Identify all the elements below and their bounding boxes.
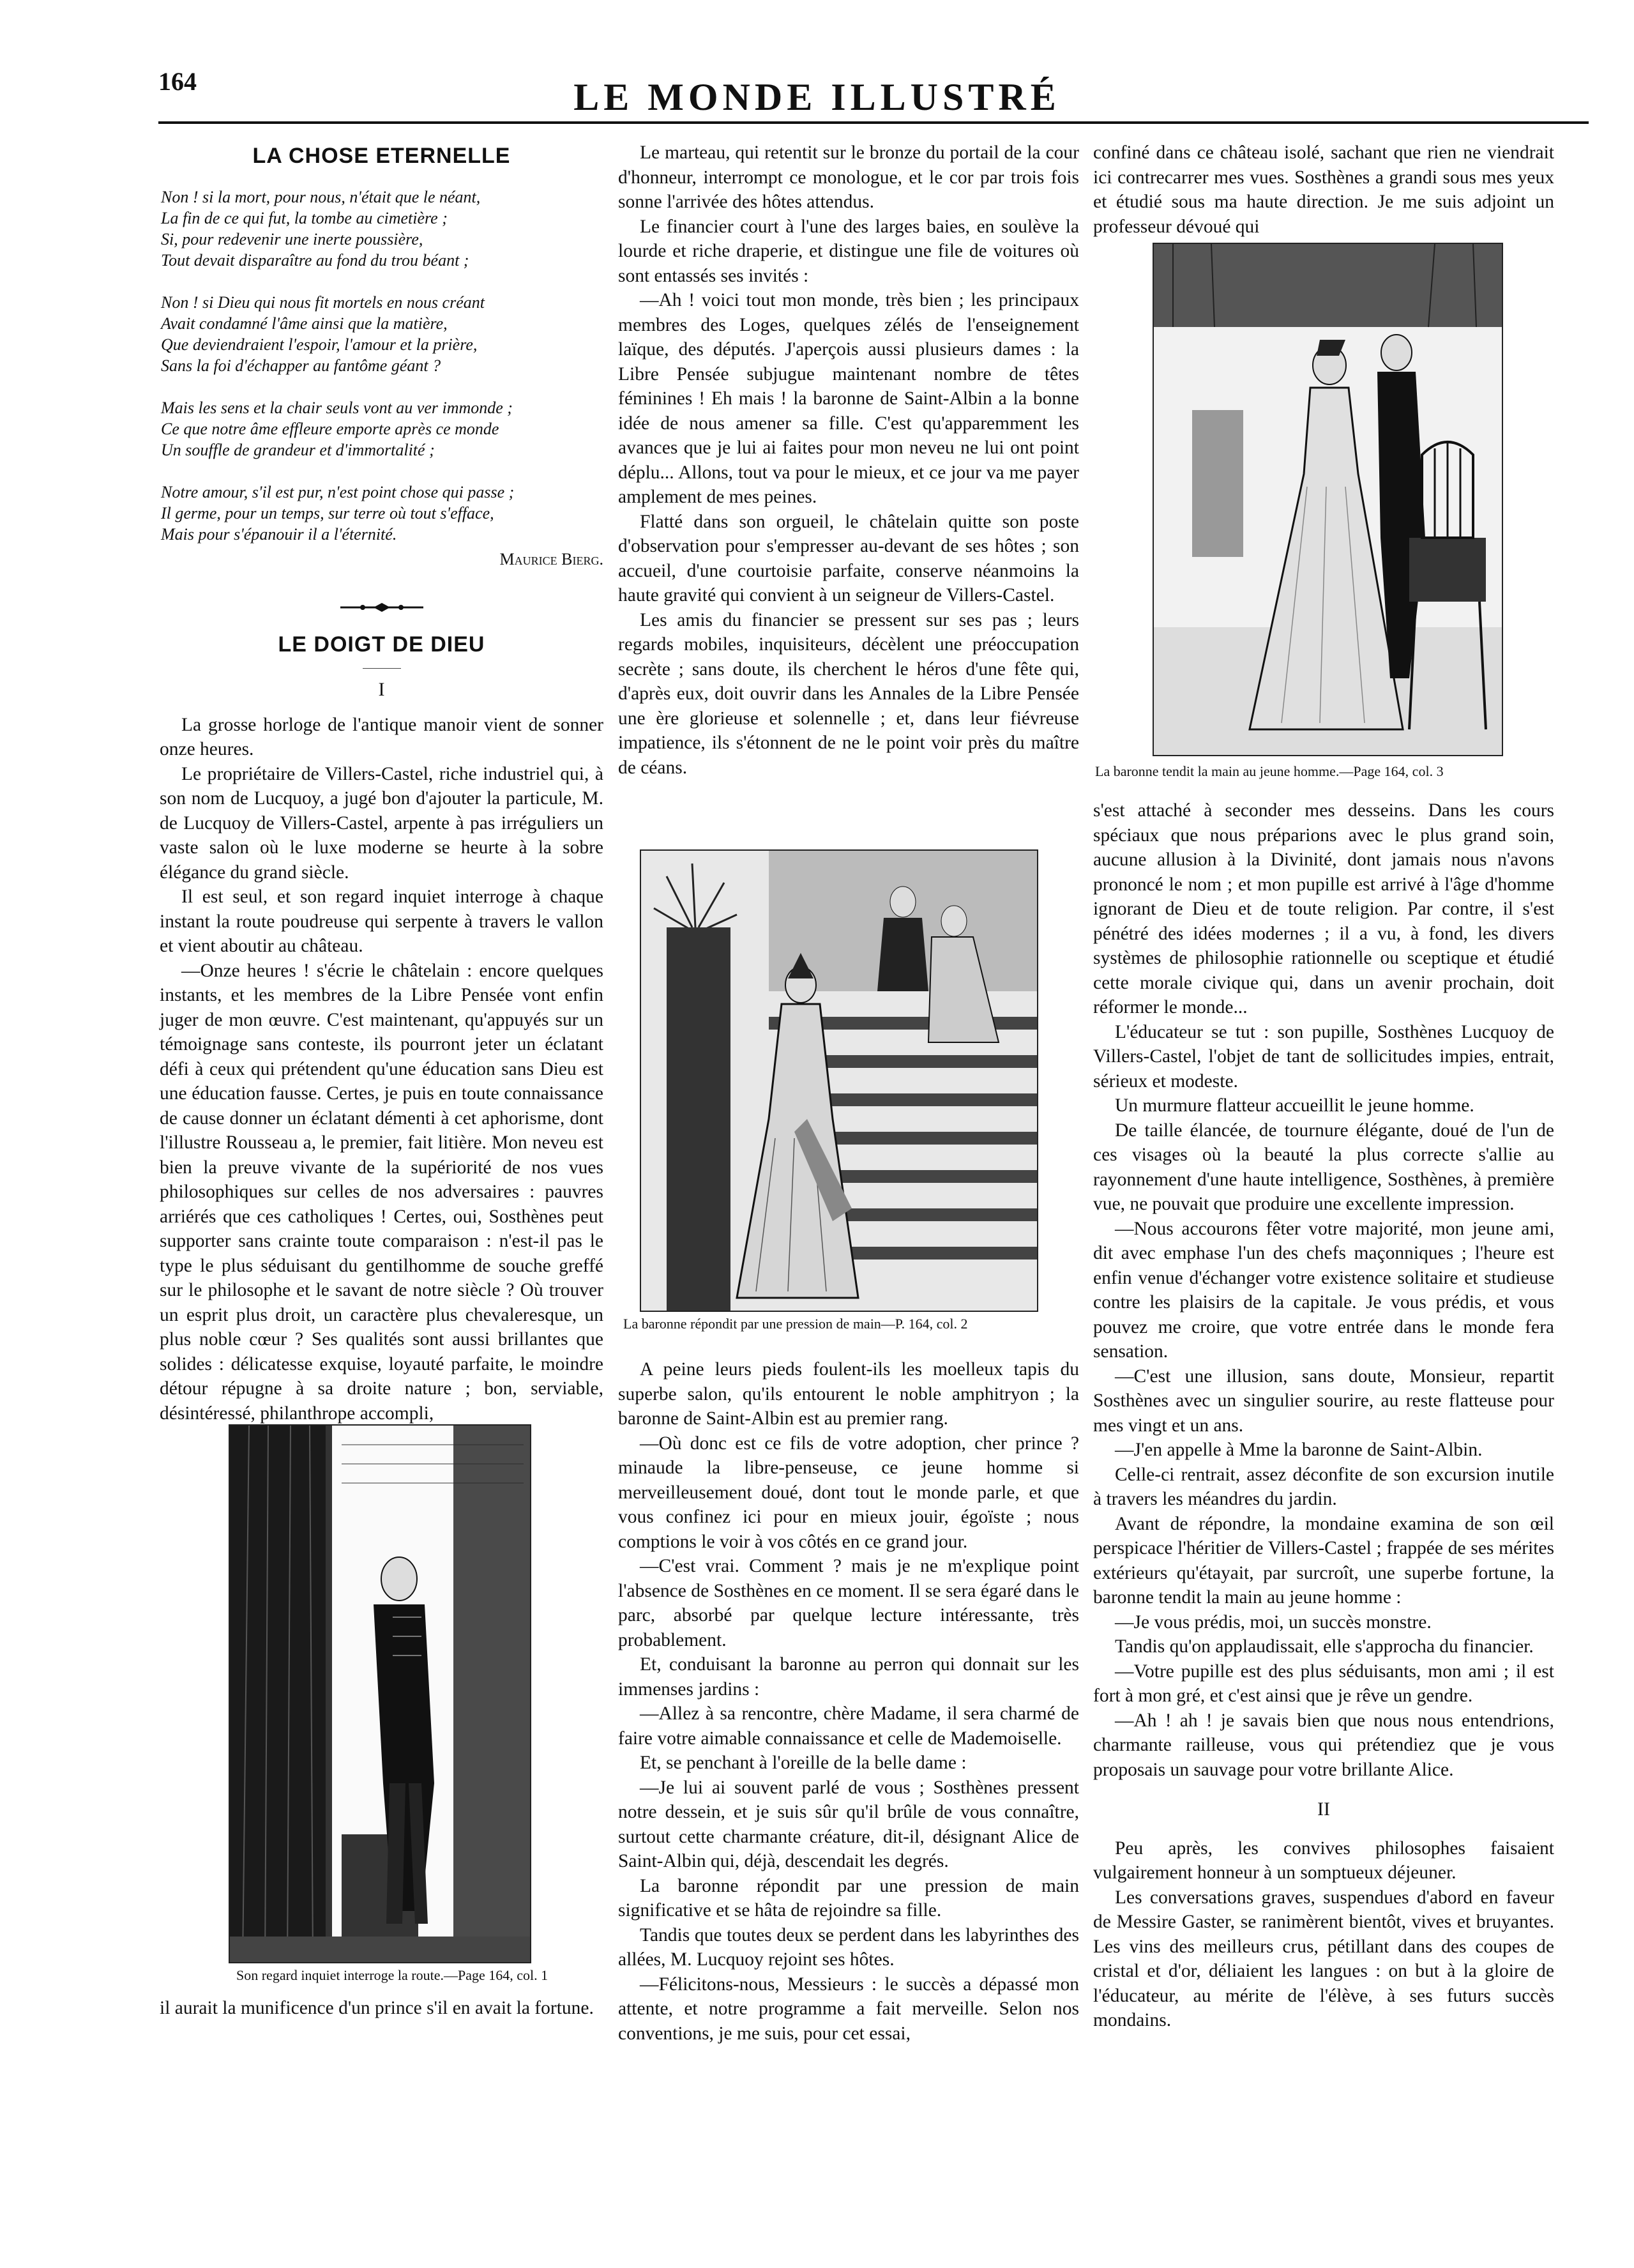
caption-man-at-window: Son regard inquiet interroge la route.—Page 164, col. 1 bbox=[236, 1967, 548, 1983]
paragraph: A peine leurs pieds foulent-ils les moelleux tapis du superbe salon, qu'ils entourent le noble amphitryon ; la baronne de Saint-Albin est au premier rang. bbox=[618, 1359, 1079, 1429]
journal-title: LE MONDE ILLUSTRÉ bbox=[573, 76, 1061, 118]
column-2-bottom bbox=[618, 1357, 1079, 2046]
illustration-baroness-and-young-man bbox=[1153, 243, 1503, 756]
paragraph: s'est attaché à seconder mes desseins. Dans les cours spéciaux que nous préparions avec le plus grand soin, aucune allusion à la Divinité, dont jamais nous n'avons prononcé le nom ; et mon pupille est arrivé à l'âge d'homme ignorant de Dieu et de toute religion. Par contre, il s'est pénétré des idées modernes ; il a vu, à fond, les divers systèmes de philosophie rationnelle ou sceptique et étudié cette morale civique qui, dans un avenir prochain, doit réformer le monde... bbox=[1093, 800, 1554, 1017]
paragraph: —Ah ! voici tout mon monde, très bien ; les principaux membres des Loges, quelques zélés de l'enseignement laïque, des députés. J'aperçois aussi plusieurs dames : la Libre Pensée subjugue maintenant nombre de têtes féminines ! Eh mais ! la baronne de Saint-Albin a la bonne idée de nous amener sa fille. C'est qu'apparemment les avances que je lui ai faites pour mon neveu ne lui ont point déplu... Allons, tout va pour le mieux, et ce jour va me payer amplement de mes peines. bbox=[618, 290, 1079, 507]
poem-body bbox=[160, 186, 603, 545]
poem-line: Que deviendraient l'espoir, l'amour et la prière, bbox=[161, 335, 478, 354]
paragraph: Celle-ci rentrait, assez déconfite de son excursion inutile à travers les méandres du jardin. bbox=[1093, 1464, 1554, 1509]
poem-line: Non ! si Dieu qui nous fit mortels en nous créant bbox=[161, 293, 485, 312]
caption-baroness-and-young-man: La baronne tendit la main au jeune homme.—Page 164, col. 3 bbox=[1095, 763, 1444, 779]
paragraph: L'éducateur se tut : son pupille, Sosthènes Lucquoy de Villers-Castel, l'objet de tant de sollicitudes impies, entrait, sérieux et modeste. bbox=[1093, 1021, 1554, 1092]
poem-line: Non ! si la mort, pour nous, n'était que le néant, bbox=[161, 187, 481, 206]
poem-line: Ce que notre âme effleure emporte après ce monde bbox=[161, 419, 499, 438]
poem-line: La fin de ce qui fut, la tombe au cimetière ; bbox=[161, 208, 448, 227]
poem-line: Mais pour s'épanouir il a l'éternité. bbox=[161, 524, 397, 544]
poem-title: LA CHOSE ETERNELLE bbox=[252, 144, 511, 168]
poem-line: Avait condamné l'âme ainsi que la matière, bbox=[161, 314, 448, 333]
paragraph: Peu après, les convives philosophes faisaient vulgairement honneur à un somptueux déjeuner. bbox=[1093, 1838, 1554, 1883]
poem-signature: Maurice Bierg. bbox=[499, 549, 603, 568]
column-3-top bbox=[1093, 141, 1554, 239]
poem-line: Si, pour redevenir une inerte poussière, bbox=[161, 229, 423, 248]
column-1 bbox=[160, 144, 603, 1426]
paragraph: Le financier court à l'une des larges baies, en soulève la lourde et riche draperie, et distingue une file de voitures où sont entassés ses invités : bbox=[618, 216, 1079, 286]
section-ornament bbox=[160, 595, 603, 620]
paragraph: confiné dans ce château isolé, sachant que rien ne viendrait ici contrecarrer mes vues. Sosthènes a grandi sous mes yeux et étudié sous ma haute direction. Je me suis adjoint un professeur dévoué qui bbox=[1093, 142, 1554, 237]
poem-stanza bbox=[161, 482, 603, 545]
paragraph: —Onze heures ! s'écrie le châtelain : encore quelques instants, et les membres de la Libre Pensée vont enfin juger de mon œuvre. C'est maintenant, qu'appuyés sur un témoignage sans conteste, ils pourront jeter un éclatant défi à ceux qui prétendent qu'une éducation sans Dieu est une éducation fausse. Certes, je puis en toute connaissance de cause donner un éclatant démenti à cet aphorisme, dont l'illustre Rousseau a, le premier, fait litière. Mon neveu est bien la preuve vivante de la supériorité de nos vues philosophiques sur celles de nos adversaires : pauvres arriérés que ces catholiques ! Certes, oui, Sosthènes peut supporter sans crainte toute comparaison : n'est-il pas le type le plus séduisant du gentilhomme de souche greffé sur le philosophe et le savant de notre siècle ? Où trouver un esprit plus droit, un caractère plus chevaleresque, un plus noble cœur ? Ses qualités sont aussi brillantes que solides : délicatesse exquise, loyauté parfaite, le moindre détour répugne à sa droite nature ; bon, serviable, désintéressé, philanthrope accompli, bbox=[160, 960, 603, 1424]
paragraph: —Félicitons-nous, Messieurs : le succès a dépassé mon attente, et notre programme a fait merveille. Selon nos conventions, je me suis, pour cet essai, bbox=[618, 1974, 1079, 2044]
poem-line: Mais les sens et la chair seuls vont au ver immonde ; bbox=[161, 398, 513, 417]
paragraph: —Je lui ai souvent parlé de vous ; Sosthènes pressent notre dessein, et je suis sûr qu'il brûle de vous connaître, surtout cette charmante créature, dit-il, désignant Alice de Saint-Albin qui, déjà, descendait les degrés. bbox=[618, 1777, 1079, 1871]
story-title: LE DOIGT DE DIEU bbox=[278, 632, 485, 657]
paragraph: Un murmure flatteur accueillit le jeune homme. bbox=[1115, 1095, 1474, 1116]
page-number: 164 bbox=[158, 67, 197, 96]
column-1-tail bbox=[160, 1996, 603, 2021]
poem-stanza bbox=[161, 186, 603, 271]
paragraph: Il est seul, et son regard inquiet interroge à chaque instant la route poudreuse qui serpente à travers le vallon et vient aboutir au château. bbox=[160, 887, 603, 956]
poem-stanza bbox=[161, 292, 603, 376]
title-rule bbox=[363, 668, 401, 669]
paragraph: La grosse horloge de l'antique manoir vient de sonner onze heures. bbox=[160, 714, 603, 759]
paragraph: —C'est vrai. Comment ? mais je ne m'explique point l'absence de Sosthènes en ce moment. Il se sera égaré dans le parc, absorbé par quelque lecture intéressante, très probablement. bbox=[618, 1556, 1079, 1650]
illustration-man-at-window bbox=[229, 1424, 531, 1963]
poem-line: Sans la foi d'échapper au fantôme géant ? bbox=[161, 356, 441, 375]
poem-line: Un souffle de grandeur et d'immortalité ; bbox=[161, 440, 435, 459]
paragraph: —Allez à sa rencontre, chère Madame, il sera charmé de faire votre aimable connaissance et celle de Mademoiselle. bbox=[618, 1703, 1079, 1749]
paragraph: —Je vous prédis, moi, un succès monstre. bbox=[1115, 1611, 1432, 1633]
paragraph: —Où donc est ce fils de votre adoption, cher prince ? minaude la libre-penseuse, ce jeune homme si merveilleusement doué, dont tout le monde parle, et que vous confinez ici pour en mieux jouir, égoïste ; nous comptions le voir à vos côtés en ce grand jour. bbox=[618, 1433, 1079, 1552]
paragraph: La baronne répondit par une pression de main significative et se hâta de rejoindre sa fille. bbox=[618, 1875, 1079, 1921]
poem-line: Il germe, pour un temps, sur terre où tout s'efface, bbox=[161, 503, 494, 522]
poem-line: Notre amour, s'il est pur, n'est point chose qui passe ; bbox=[161, 482, 515, 501]
paragraph: il aurait la munificence d'un prince s'il en avait la fortune. bbox=[160, 1998, 594, 2018]
paragraph: Le propriétaire de Villers-Castel, riche industriel qui, à son nom de Lucquoy, a jugé bon d'ajouter la particule, M. de Lucquoy de Villers-Castel, arpente à pas irréguliers un vaste salon où le luxe moderne se heurte à la sobre élégance du grand siècle. bbox=[160, 763, 603, 883]
column-2-top bbox=[618, 141, 1079, 780]
column-3-bottom bbox=[1093, 798, 1554, 2033]
paragraph: —Votre pupille est des plus séduisants, mon ami ; il est fort à mon gré, et c'est ainsi que je rêve un gendre. bbox=[1093, 1661, 1554, 1706]
caption-woman-on-staircase: La baronne répondit par une pression de main—P. 164, col. 2 bbox=[623, 1316, 968, 1332]
header-rule bbox=[158, 121, 1589, 124]
poem-line: Tout devait disparaître au fond du trou béant ; bbox=[161, 250, 469, 270]
paragraph: Tandis que toutes deux se perdent dans les labyrinthes des allées, M. Lucquoy rejoint ses hôtes. bbox=[618, 1924, 1079, 1970]
paragraph: Et, conduisant la baronne au perron qui donnait sur les immenses jardins : bbox=[618, 1654, 1079, 1700]
paragraph: Flatté dans son orgueil, le châtelain quitte son poste d'observation pour s'empresser au-devant de ses hôtes ; son accueil, d'une courtoisie parfaite, conserve néanmoins la haute gravité qui convient à un seigneur de Villers-Castel. bbox=[618, 511, 1079, 605]
paragraph: Les conversations graves, suspendues d'abord en faveur de Messire Gaster, se ranimèrent bientôt, vives et bruyantes. Les vins des meilleurs crus, pétillant dans des coupes de cristal et d'or, déliaient les langues : on but à la gloire de l'éducateur, au mérite de l'élève, à ses futurs succès mondains. bbox=[1093, 1887, 1554, 2030]
paragraph: Avant de répondre, la mondaine examina de son œil perspicace l'héritier de Villers-Castel ; frappée de ses mérites extérieurs qu'étayait, par surcroît, une superbe fortune, la baronne tendit la main au jeune homme : bbox=[1093, 1513, 1554, 1608]
paragraph: Le marteau, qui retentit sur le bronze du portail de la cour d'honneur, interrompt ce monologue, et le cor par trois fois sonne l'arrivée des hôtes attendus. bbox=[618, 142, 1079, 212]
paragraph: —J'en appelle à Mme la baronne de Saint-Albin. bbox=[1115, 1440, 1483, 1460]
paragraph: Et, se penchant à l'oreille de la belle dame : bbox=[640, 1753, 967, 1773]
paragraph: —Nous accourons fêter votre majorité, mon jeune ami, dit avec emphase l'un des chefs maçonniques ; l'heure est enfin venue d'échanger votre existence solitaire et studieuse contre les plaisirs de la capitale. Je vous prédis, et vous pouvez me croire, que votre entrée dans le monde fera sensation. bbox=[1093, 1218, 1554, 1362]
paragraph: De taille élancée, de tournure élégante, doué de l'un de ces visages où la beauté la plus correcte s'allie au rayonnement d'une haute intelligence, Sosthènes, à première vue, ne pouvait que produire une excellente impression. bbox=[1093, 1120, 1554, 1214]
paragraph: —Ah ! ah ! je savais bien que nous nous entendrions, charmante railleuse, vous qui prétendiez que je vous proposais un sauvage pour votre brillante Alice. bbox=[1093, 1710, 1554, 1780]
paragraph: Les amis du financier se pressent sur ses pas ; leurs regards mobiles, inquisiteurs, décèlent une préoccupation secrète ; sans doute, ils cherchent le héros d'une fête qui, d'après eux, doit ouvrir dans les Annales de la Libre Pensée une ère glorieuse et solennelle ; et, dans leur fiévreuse impatience, ils s'étonnent de ne le point voir près du maître de céans. bbox=[618, 609, 1079, 778]
paragraph: —C'est une illusion, sans doute, Monsieur, repartit Sosthènes avec un singulier sourire, au reste flatteuse pour mes vingt et un ans. bbox=[1093, 1366, 1554, 1436]
part-number: II bbox=[1317, 1799, 1330, 1820]
poem-stanza bbox=[161, 397, 603, 460]
paragraph: Tandis qu'on applaudissait, elle s'approcha du financier. bbox=[1115, 1636, 1534, 1657]
illustration-woman-on-staircase bbox=[640, 849, 1038, 1312]
part-number: I bbox=[378, 679, 385, 700]
